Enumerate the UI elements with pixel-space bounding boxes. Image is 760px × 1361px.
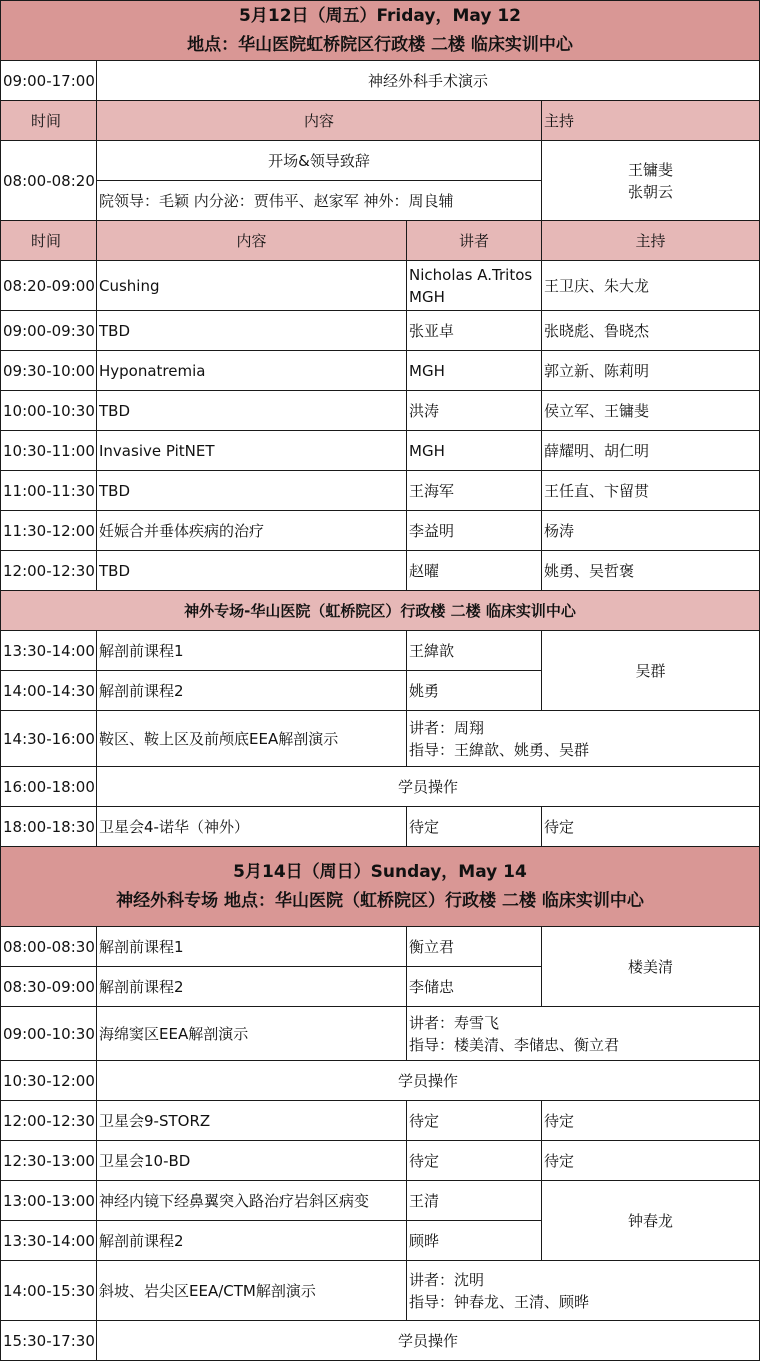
table-row [1, 511, 760, 551]
speaker-cell [407, 261, 542, 311]
day2-header [1, 847, 760, 927]
time-cell: 13:30-14:00 [1, 1221, 97, 1261]
table-row [1, 391, 760, 431]
speaker-cell: 待定 [407, 1141, 542, 1181]
content-cell: 斜坡、岩尖区EEA/CTM解剖演示 [97, 1261, 407, 1321]
time-cell: 12:30-13:00 [1, 1141, 97, 1181]
time-cell: 13:00-13:00 [1, 1181, 97, 1221]
speaker-cell: 赵曜 [407, 551, 542, 591]
col-header-host: 主持 [542, 101, 760, 141]
time-cell: 09:00-17:00 [1, 61, 97, 101]
speaker-name: Nicholas A.Tritos [409, 265, 533, 284]
table-row [1, 1061, 760, 1101]
table-row [1, 631, 760, 671]
day1-header-row [1, 1, 760, 61]
col-header-content: 内容 [97, 221, 407, 261]
content-cell: TBD [97, 471, 407, 511]
table-row [1, 767, 760, 807]
time-cell: 18:00-18:30 [1, 807, 97, 847]
host-cell: 待定 [542, 1101, 760, 1141]
col-header-content: 内容 [97, 101, 542, 141]
speaker-affiliation: MGH [409, 287, 445, 306]
content-cell: 卫星会10-BD [97, 1141, 407, 1181]
section-header-row [1, 591, 760, 631]
time-cell: 09:00-10:30 [1, 1007, 97, 1061]
speaker-cell: 王清 [407, 1181, 542, 1221]
content-cell: TBD [97, 551, 407, 591]
content-cell: TBD [97, 311, 407, 351]
column-header-row [1, 221, 760, 261]
time-cell: 14:00-14:30 [1, 671, 97, 711]
content-cell: Invasive PitNET [97, 431, 407, 471]
content-cell: 解剖前课程1 [97, 631, 407, 671]
table-row [1, 1321, 760, 1361]
host-cell: 吴群 [542, 631, 760, 711]
host-cell: 郭立新、陈莉明 [542, 351, 760, 391]
time-cell: 12:00-12:30 [1, 1101, 97, 1141]
content-cell: 解剖前课程2 [97, 1221, 407, 1261]
time-cell: 14:00-15:30 [1, 1261, 97, 1321]
host-cell: 钟春龙 [542, 1181, 760, 1261]
speaker-cell: 李益明 [407, 511, 542, 551]
time-cell: 11:00-11:30 [1, 471, 97, 511]
content-cell: 卫星会9-STORZ [97, 1101, 407, 1141]
table-row [1, 261, 760, 311]
time-cell: 08:30-09:00 [1, 967, 97, 1007]
content-cell: Cushing [97, 261, 407, 311]
speaker-cell: 王海军 [407, 471, 542, 511]
time-cell: 10:30-12:00 [1, 1061, 97, 1101]
speaker-cell: 洪涛 [407, 391, 542, 431]
speaker-cell: 待定 [407, 807, 542, 847]
table-row [1, 1261, 760, 1321]
host-name: 王镛斐 [628, 160, 674, 179]
time-cell: 12:00-12:30 [1, 551, 97, 591]
table-row [1, 807, 760, 847]
time-cell: 15:30-17:30 [1, 1321, 97, 1361]
content-cell: 卫星会4-诺华（神外） [97, 807, 407, 847]
day2-title: 5月14日（周日）Sunday，May 14 [233, 861, 527, 882]
time-cell: 09:30-10:00 [1, 351, 97, 391]
leaders-cell: 院领导：毛颖 内分泌：贾伟平、赵家军 神外：周良辅 [97, 181, 542, 221]
speaker-cell: 姚勇 [407, 671, 542, 711]
time-cell: 11:30-12:00 [1, 511, 97, 551]
host-cell: 姚勇、吴哲褒 [542, 551, 760, 591]
speaker-cell [407, 1261, 760, 1321]
host-cell: 杨涛 [542, 511, 760, 551]
host-cell: 王任直、卞留贯 [542, 471, 760, 511]
speaker-cell [407, 1007, 760, 1061]
col-header-time: 时间 [1, 221, 97, 261]
time-cell: 08:20-09:00 [1, 261, 97, 311]
speaker-cell: MGH [407, 431, 542, 471]
content-cell: Hyponatremia [97, 351, 407, 391]
table-row [1, 927, 760, 967]
speaker-cell: 李储忠 [407, 967, 542, 1007]
instructor-line: 指导：王緯歆、姚勇、吴群 [409, 740, 590, 759]
table-row [1, 141, 760, 181]
table-row [1, 1181, 760, 1221]
content-cell: 学员操作 [97, 767, 760, 807]
host-cell: 待定 [542, 807, 760, 847]
table-row [1, 61, 760, 101]
table-row [1, 1101, 760, 1141]
host-cell: 侯立军、王镛斐 [542, 391, 760, 431]
time-cell: 14:30-16:00 [1, 711, 97, 767]
content-cell: 神经内镜下经鼻翼突入路治疗岩斜区病变 [97, 1181, 407, 1221]
speaker-line: 讲者：寿雪飞 [409, 1013, 500, 1032]
time-cell: 13:30-14:00 [1, 631, 97, 671]
content-cell: 神经外科手术演示 [97, 61, 760, 101]
table-row [1, 711, 760, 767]
host-cell: 王卫庆、朱大龙 [542, 261, 760, 311]
time-cell: 10:30-11:00 [1, 431, 97, 471]
time-cell: 09:00-09:30 [1, 311, 97, 351]
host-cell: 待定 [542, 1141, 760, 1181]
content-cell: 鞍区、鞍上区及前颅底EEA解剖演示 [97, 711, 407, 767]
day1-header [1, 1, 760, 61]
content-cell: 妊娠合并垂体疾病的治疗 [97, 511, 407, 551]
table-row [1, 1007, 760, 1061]
content-cell: 学员操作 [97, 1061, 760, 1101]
col-header-host: 主持 [542, 221, 760, 261]
time-cell: 10:00-10:30 [1, 391, 97, 431]
speaker-line: 讲者：沈明 [409, 1270, 485, 1289]
speaker-line: 讲者：周翔 [409, 718, 485, 737]
time-cell: 08:00-08:30 [1, 927, 97, 967]
content-cell: 海绵窦区EEA解剖演示 [97, 1007, 407, 1061]
content-cell: 解剖前课程2 [97, 967, 407, 1007]
content-cell: 学员操作 [97, 1321, 760, 1361]
speaker-cell: 王緯歆 [407, 631, 542, 671]
content-cell: 解剖前课程2 [97, 671, 407, 711]
col-header-time: 时间 [1, 101, 97, 141]
speaker-cell: 待定 [407, 1101, 542, 1141]
host-cell: 楼美清 [542, 927, 760, 1007]
day1-location: 地点：华山医院虹桥院区行政楼 二楼 临床实训中心 [187, 34, 573, 55]
col-header-speaker: 讲者 [407, 221, 542, 261]
day1-title: 5月12日（周五）Friday，May 12 [239, 5, 521, 26]
content-cell: TBD [97, 391, 407, 431]
content-cell: 开场&领导致辞 [97, 141, 542, 181]
speaker-cell: MGH [407, 351, 542, 391]
host-cell: 薛耀明、胡仁明 [542, 431, 760, 471]
host-name: 张朝云 [628, 182, 674, 201]
instructor-line: 指导：楼美清、李储忠、衡立君 [409, 1035, 620, 1054]
speaker-cell: 张亚卓 [407, 311, 542, 351]
section-title: 神外专场-华山医院（虹桥院区）行政楼 二楼 临床实训中心 [1, 591, 760, 631]
table-row [1, 351, 760, 391]
speaker-cell: 衡立君 [407, 927, 542, 967]
speaker-cell: 顾晔 [407, 1221, 542, 1261]
day2-location: 神经外科专场 地点：华山医院（虹桥院区）行政楼 二楼 临床实训中心 [116, 890, 644, 911]
speaker-cell [407, 711, 760, 767]
content-cell: 解剖前课程1 [97, 927, 407, 967]
instructor-line: 指导：钟春龙、王清、顾晔 [409, 1292, 590, 1311]
column-header-row [1, 101, 760, 141]
day2-header-row [1, 847, 760, 927]
time-cell: 08:00-08:20 [1, 141, 97, 221]
table-row [1, 551, 760, 591]
time-cell: 16:00-18:00 [1, 767, 97, 807]
table-row [1, 431, 760, 471]
table-row [1, 311, 760, 351]
host-cell: 张晓彪、鲁晓杰 [542, 311, 760, 351]
host-cell [542, 141, 760, 221]
table-row [1, 1141, 760, 1181]
table-row [1, 471, 760, 511]
